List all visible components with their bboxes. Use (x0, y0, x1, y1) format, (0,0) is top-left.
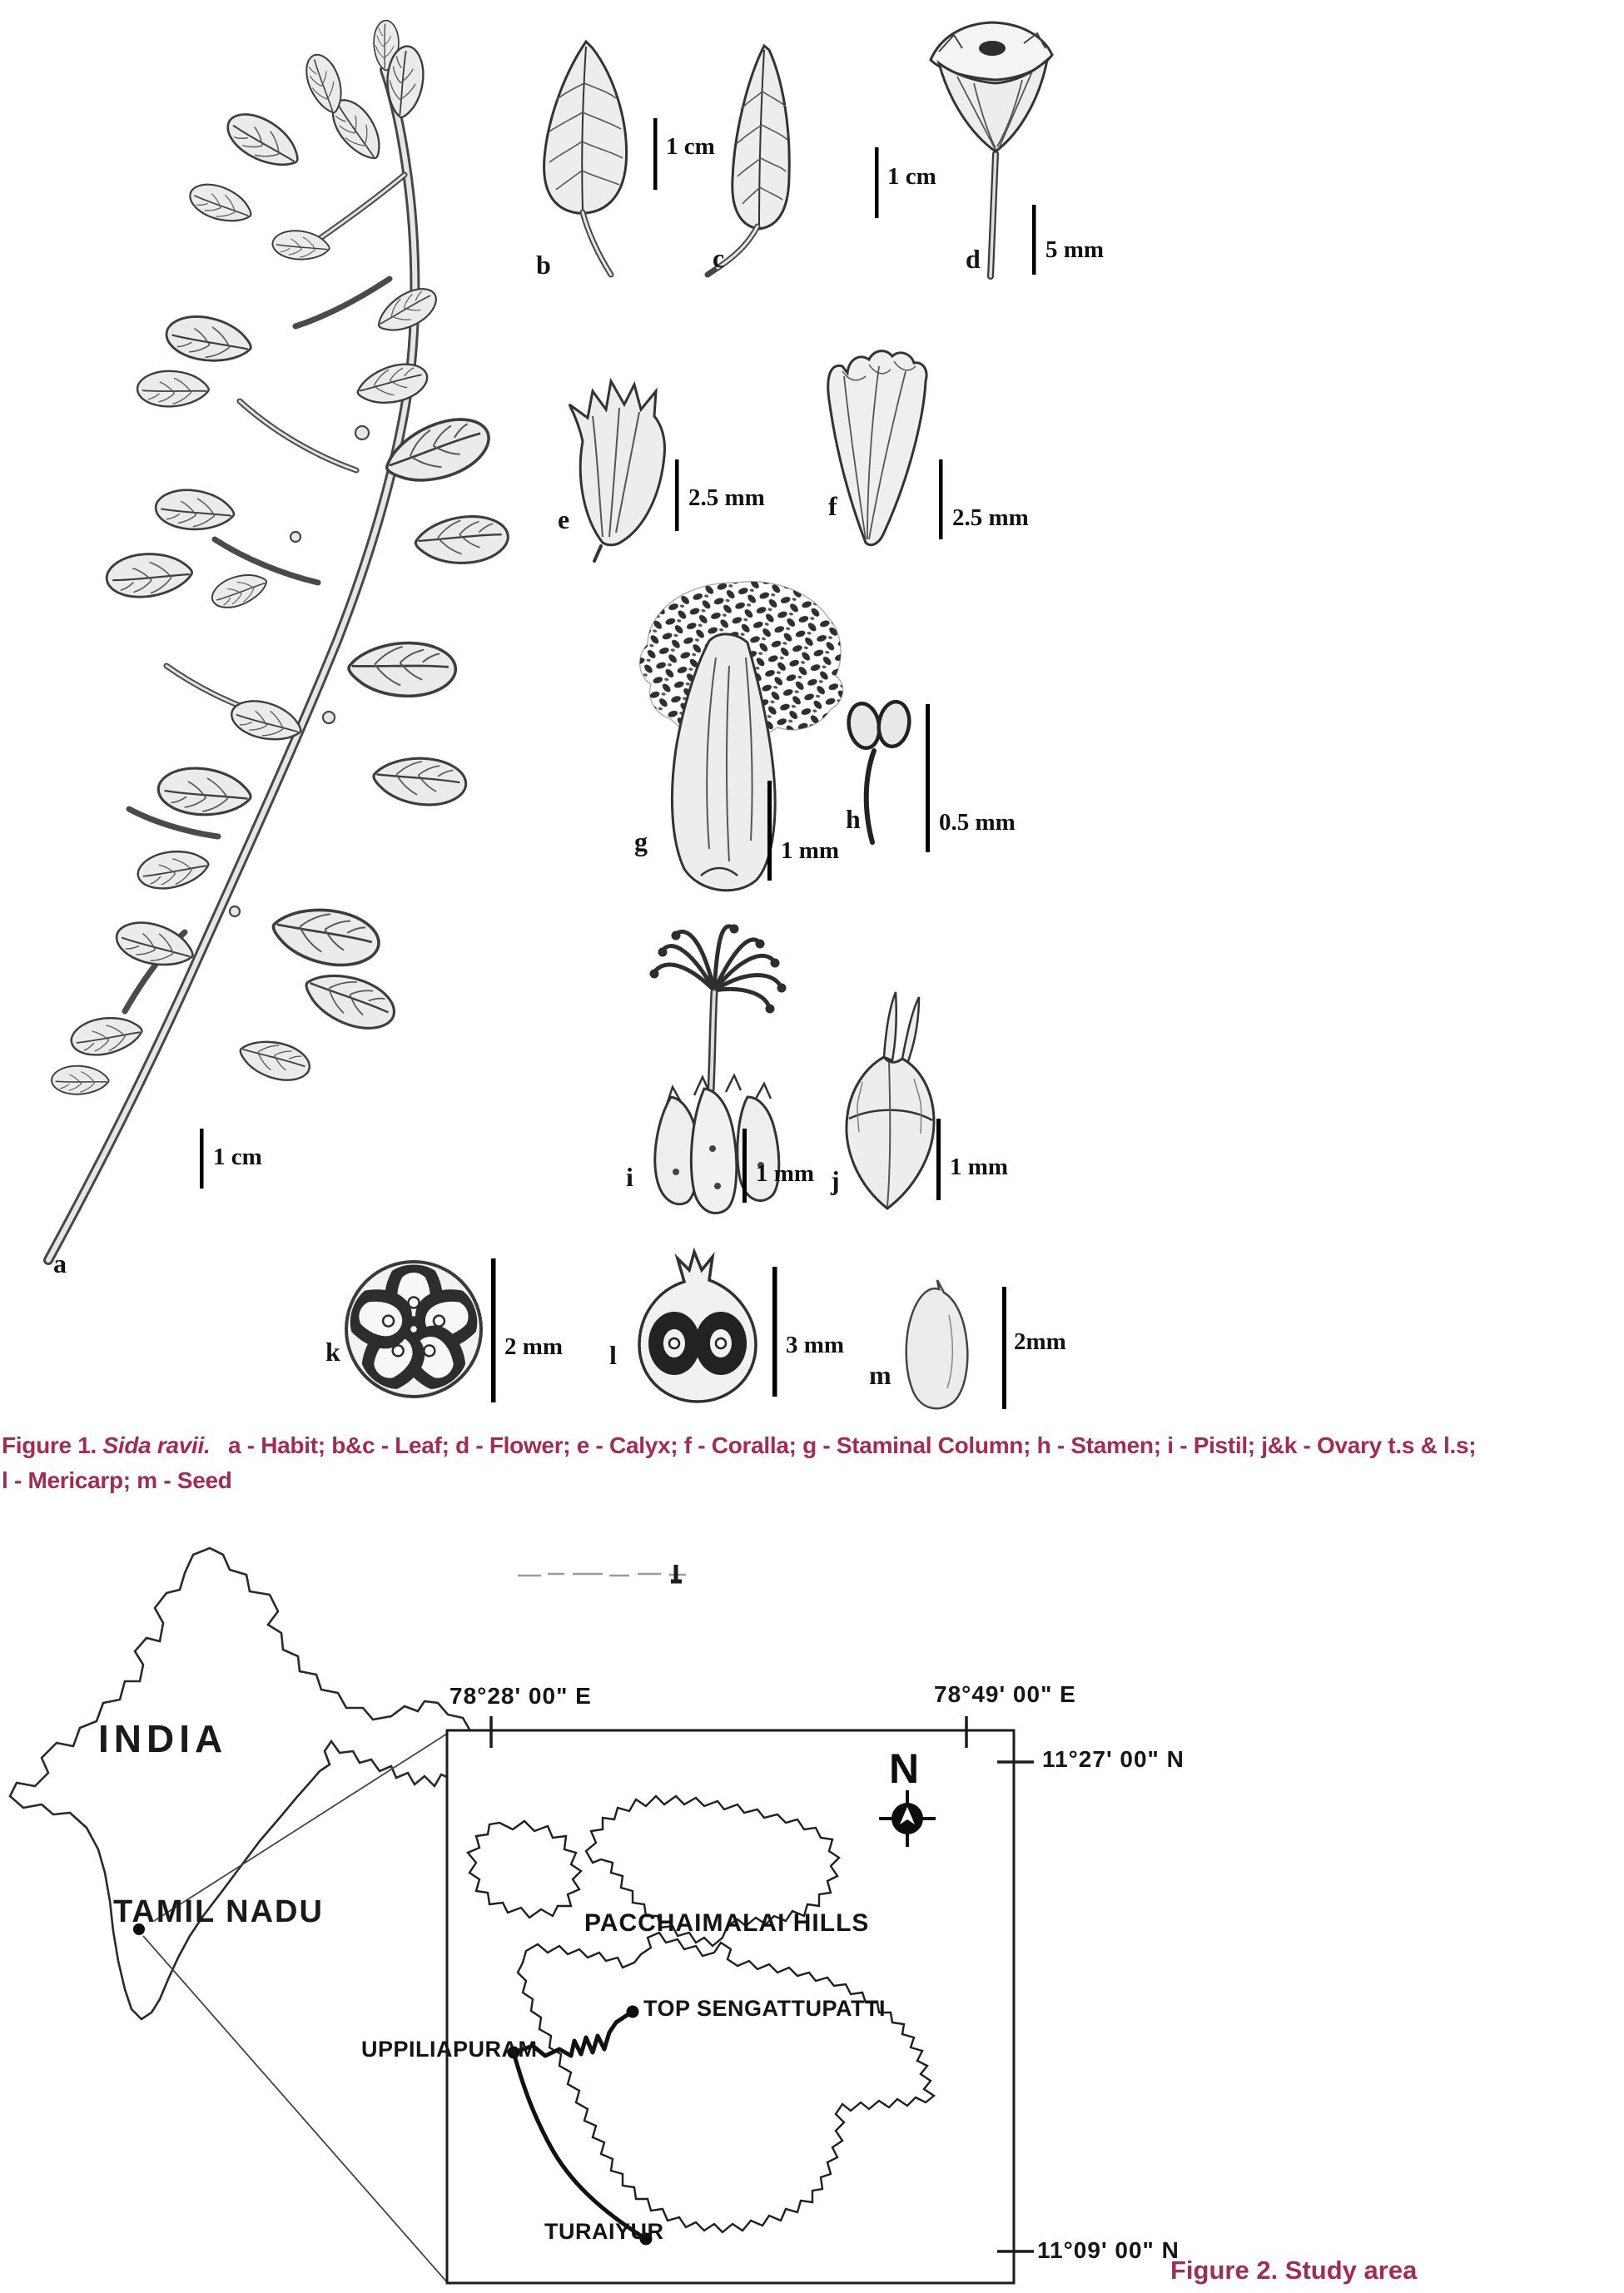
tamil-nadu-label: TAMIL NADU (113, 1894, 324, 1929)
scale-bar-h (926, 704, 930, 852)
scale-value-k: 2 mm (504, 1333, 564, 1360)
scale-bar-g (767, 781, 772, 881)
figure1-caption-line2: l - Mericarp; m - Seed (2, 1467, 232, 1493)
leaf-b-sketch (544, 42, 627, 275)
leaf-c-sketch (708, 46, 789, 275)
india-outline (10, 1548, 469, 2019)
scale-bar-k (491, 1258, 496, 1402)
scale-value-j: 1 mm (950, 1154, 1009, 1180)
scale-value-b: 1 cm (666, 133, 715, 160)
scale-bar-a (200, 1129, 204, 1189)
erased-text-remnant (518, 1565, 686, 1581)
scale-bar-c (875, 147, 879, 218)
part-label-i: i (626, 1162, 633, 1192)
figure1-caption-body: a - Habit; b&c - Leaf; d - Flower; e - Calyx; f - Coralla; g - Staminal Column; h - Stamen; i - Pistil; j&k - Ovary t.s & l.s; (227, 1432, 1477, 1458)
scale-value-l: 3 mm (786, 1332, 845, 1358)
mericarp-l-sketch (639, 1252, 756, 1402)
longitude-right-label: 78°49' 00" E (934, 1681, 1076, 1707)
pacchaimalai-hills-label: PACCHAIMALAI HILLS (584, 1909, 870, 1937)
ovary-ts-k-sketch (344, 1262, 484, 1398)
latitude-bottom-label: 11°09' 00" N (1037, 2237, 1180, 2263)
scale-value-h: 0.5 mm (939, 809, 1016, 836)
part-label-l: l (609, 1340, 617, 1370)
scale-value-m: 2mm (1014, 1328, 1066, 1355)
seed-m-sketch (906, 1280, 968, 1408)
top-sengattupatti-label: TOP SENGATTUPATTI (643, 1996, 886, 2021)
part-label-k: k (325, 1337, 340, 1367)
scale-bar-b (653, 118, 658, 190)
top-sengattupatti-dot (627, 2006, 639, 2018)
part-label-m: m (869, 1360, 891, 1390)
ovary-ls-j-sketch (847, 992, 934, 1209)
part-label-c: c (713, 243, 725, 273)
north-label: N (889, 1745, 920, 1792)
uppiliapuram-label: UPPILIAPURAM (361, 2037, 538, 2062)
part-label-j: j (831, 1165, 840, 1195)
coralla-f-sketch (828, 351, 926, 545)
scale-bar-j (936, 1119, 941, 1200)
scale-bar-i (742, 1129, 747, 1203)
figure1-caption-number: Figure 1. (2, 1432, 97, 1458)
part-label-g: g (634, 826, 648, 856)
scale-value-i: 1 mm (756, 1160, 815, 1187)
part-label-d: d (966, 244, 981, 274)
part-label-a: a (53, 1248, 67, 1278)
part-label-h: h (846, 804, 861, 834)
habit-sketch (48, 19, 508, 1260)
scale-value-g: 1 mm (781, 837, 840, 864)
scale-bar-d (1032, 205, 1036, 275)
figure2-caption: Figure 2. Study area (1170, 2256, 1418, 2285)
part-label-b: b (536, 250, 551, 280)
figure1-caption (2, 1428, 1621, 1498)
part-label-e: e (558, 504, 570, 534)
scale-bar-m (1002, 1287, 1006, 1409)
scale-value-f: 2.5 mm (952, 504, 1029, 531)
longitude-left-label: 78°28' 00" E (449, 1683, 592, 1709)
scale-value-d: 5 mm (1045, 236, 1105, 263)
scale-value-e: 2.5 mm (688, 484, 765, 511)
scale-value-a: 1 cm (213, 1144, 262, 1170)
scale-bar-e (675, 459, 679, 531)
scale-bar-l (772, 1267, 777, 1397)
india-label: INDIA (98, 1717, 228, 1760)
scale-value-c: 1 cm (887, 163, 936, 190)
latitude-top-label: 11°27' 00" N (1042, 1746, 1184, 1772)
figure1-caption-species: Sida ravii. (102, 1432, 211, 1458)
calyx-e-sketch (569, 381, 665, 561)
part-label-f: f (828, 491, 837, 521)
scale-bar-f (939, 459, 943, 539)
turaiyur-label: TURAIYUR (544, 2219, 664, 2244)
